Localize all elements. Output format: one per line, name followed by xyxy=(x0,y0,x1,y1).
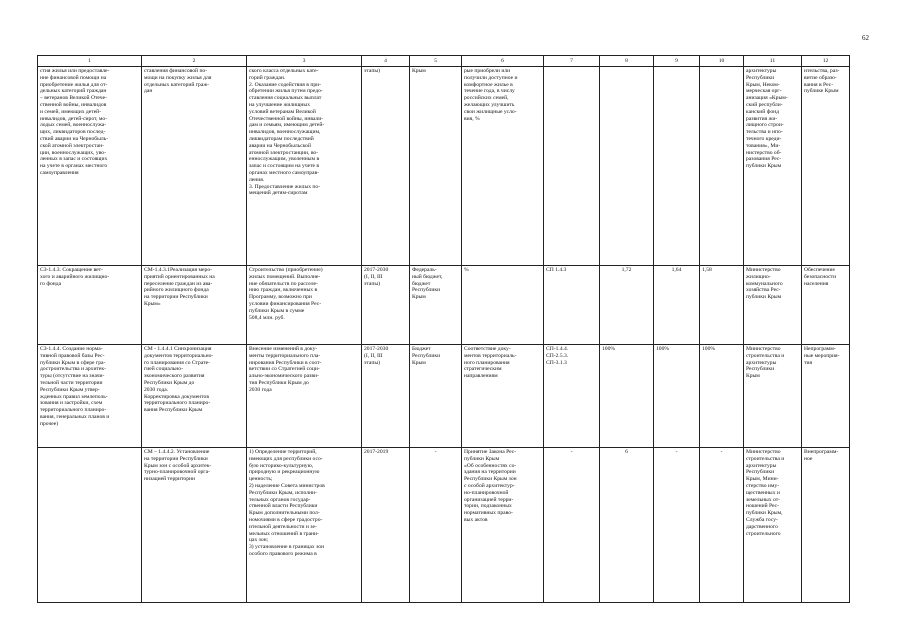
column-header: 7 xyxy=(544,56,600,67)
table-cell: СЗ-1.4.4. Создание норма- тивной правовой базы Рес- публики Крым в сфере гра- достроительства и архитек- туры (отсутствие на значи- тельной части территории Республики Крым утвер- жденных правил землеполь- зования и застройки, схем территориального планиро- вания, генеральных планов и прочее) xyxy=(38,345,142,448)
column-header: 1 xyxy=(38,56,142,67)
table-cell xyxy=(700,67,744,266)
table-cell xyxy=(38,448,142,603)
table-cell: Федераль- ный бюджет, бюджет Республики Крым xyxy=(410,266,462,345)
table-cell: 1) Определение территорий, имеющих для республики осо- бую историко-культурную, природную и рекреационную ценность; 2) наделение Совета министров Республики Крым, исполни- тельных органов государ- ственной власти Республики Крым дополнительными пол- номочиями в сфере градостро- ительной деятельности и зе- мельных отношений в грани- цах зон; 3) установление в границах зон особого правового режима в xyxy=(247,448,362,603)
table-cell: Внепрограмм- ное xyxy=(802,448,850,603)
table-cell xyxy=(544,67,600,266)
column-header: 8 xyxy=(600,56,654,67)
column-header: 3 xyxy=(247,56,362,67)
table-row xyxy=(38,345,850,448)
table-cell: Бюджет Республики Крым xyxy=(410,345,462,448)
table-cell: ительства, раз- витие образо- вания в Рес- публике Крым xyxy=(802,67,850,266)
table-cell: Министерство строительства и архитектуры Республики Крым xyxy=(744,345,802,448)
column-header: 9 xyxy=(654,56,700,67)
table-cell: рые приобрели или получили доступное и комфортное жилье в течение года, в числу российских семей, желающих улучшить свои жилищные усло- вия, % xyxy=(462,67,544,266)
table-cell xyxy=(600,67,654,266)
table-cell: 1,64 xyxy=(654,266,700,345)
table-cell: - xyxy=(410,448,462,603)
column-header: 2 xyxy=(142,56,247,67)
column-header: 4 xyxy=(362,56,410,67)
table-cell: этапы) xyxy=(362,67,410,266)
program-table xyxy=(37,55,850,603)
table-cell: 100% xyxy=(654,345,700,448)
table-row xyxy=(38,266,850,345)
table-cell: 6 xyxy=(600,448,654,603)
table-cell: СМ – 1.4.4.2. Установление на территории Республики Крым зон с особой архитек- турно-планировочной орга- низацией территории xyxy=(142,448,247,603)
table-row xyxy=(38,448,850,603)
column-header: 6 xyxy=(462,56,544,67)
table-cell: 2017-2019 xyxy=(362,448,410,603)
header-row xyxy=(38,56,850,67)
table-cell: 100% xyxy=(700,345,744,448)
table-cell: - xyxy=(544,448,600,603)
table-cell: % xyxy=(462,266,544,345)
table-cell: Крым xyxy=(410,67,462,266)
table-cell: Соответствие доку- ментов территориаль- ного планирования стратегическим направлениям xyxy=(462,345,544,448)
table-cell: Строительство (приобретение) жилых помещений. Выполне- ние обязательств по расселе- нию граждан, включенных в Программу, возможно при условии финансирования Рес- публики Крым в сумме 508,4 млн. руб. xyxy=(247,266,362,345)
table-cell: Принятие Закона Рес- публики Крым «Об особенностях со- здания на территории Республики Крым зон с особой архитектур- но-планировочной организацией терри- тории, подзаконных нормативных право- вых актов xyxy=(462,448,544,603)
table-cell: СП-1.4.4. СП-2.5.3. СП-3.1.3 xyxy=(544,345,600,448)
table-cell: - xyxy=(654,448,700,603)
table-cell: Министерство жилищно- коммунального хозяйства Рес- публики Крым xyxy=(744,266,802,345)
column-header: 11 xyxy=(744,56,802,67)
table-cell: Министерство строительства и архитектуры Республики Крым, Мини- стерство иму- щественных и земельных от- ношений Рес- публики Крым, Служба госу- дарственного строительного xyxy=(744,448,802,603)
table-cell: 100% xyxy=(600,345,654,448)
table-cell: Обеспечение безопасности населения xyxy=(802,266,850,345)
table-cell: СМ - 1.4.4.1 Синхронизация документов территориально- го планирования со Страте- гией социально- экономического развития Республики Крым до 2030 года. Корректировка документов территориального планиро- вания Республики Крым xyxy=(142,345,247,448)
table-cell: 1,58 xyxy=(700,266,744,345)
page-number: 62 xyxy=(862,34,869,42)
table-cell: Непрограмм- ные мероприя- тия xyxy=(802,345,850,448)
table-cell: 1,72 xyxy=(600,266,654,345)
column-header: 12 xyxy=(802,56,850,67)
table-cell: - xyxy=(700,448,744,603)
table-cell: СЗ-1.4.3. Сокращение вет- хого и аварийного жилищно- го фонда xyxy=(38,266,142,345)
column-header: 5 xyxy=(410,56,462,67)
table-cell: СП 1.4.3 xyxy=(544,266,600,345)
table-row xyxy=(38,67,850,266)
column-header: 10 xyxy=(700,56,744,67)
table-cell: 2017-2030 (I, II, III этапы) xyxy=(362,345,410,448)
table-cell: ставления финансовой по- мощи на покупку жилья для отдельных категорий граж- дан xyxy=(142,67,247,266)
table-cell: СМ-1.4.3.1Реализация меро- приятий ориентированных на переселение граждан из ава- рийного жилищного фонда на территории Республики Крым» xyxy=(142,266,247,345)
table-cell: Внесение изменений в доку- менты территориального пла- нирования Республики в соот- ветствии со Стратегией соци- ально-экономического разви- тия Республики Крым до 2030 года xyxy=(247,345,362,448)
table-cell: стия жилья или предоставле- ние финансовой помощи на приобретение жилья для от- дельных категорий граждан – ветеранов Великой Отече- ственной войны, инвалидов и семей, имеющих детей- инвалидов, детей-сирот, мо- лодых семей, военнослужа- щих, ликвидаторов послед- ствий аварии на Чернобыль- ской атомной электростан- ции, военнослужащих, уво- ленных в запас и состоящих на учете в органах местного самоуправления xyxy=(38,67,142,266)
table-cell: 2017-2030 (I, II, III этапы) xyxy=(362,266,410,345)
table-cell xyxy=(654,67,700,266)
table-cell: ского класса отдельных кате- горий граждан. 2. Оказание содействия в при- обретении жилья путем предо- ставления социальных выплат на улучшение жилищных условий ветеранам Великой Отечественной войны, инвали- дам и семьям, имеющим детей- инвалидов, военнослужащим, ликвидаторам последствий аварии на Чернобыльской атомной электростанции, во- еннослужащим, уволенным в запас и состоящим на учете в органах местного самоуправ- ления. 3. Предоставление жилых по- мещений детям-сиротам xyxy=(247,67,362,266)
table-cell: архитектуры Республики Крым, Неком- мерческая орг- анизация «Крым- ский республи- канский фонд развития жи- лищного строи- тельства и ипо- течного креди- тования», Ми- нистерство об- разования Рес- публики Крым xyxy=(744,67,802,266)
